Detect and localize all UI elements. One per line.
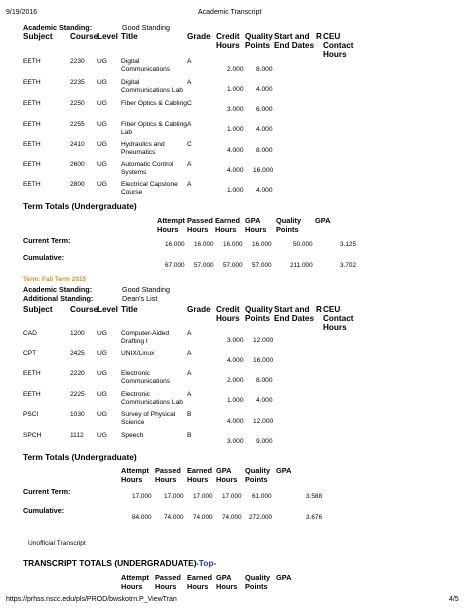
row-level: UG (97, 432, 107, 439)
row-quality: 16.000 (253, 357, 274, 364)
cumulative-attempt: 67.000 (165, 262, 185, 269)
row-quality: 8.000 (256, 377, 273, 384)
col-grade: Grade (187, 32, 211, 41)
row-quality: 16.000 (253, 167, 274, 174)
col-quality-points: Quality Points (245, 305, 273, 323)
col-passed-hours: Passed Hours (155, 466, 181, 484)
row-subject: EETH (23, 161, 41, 168)
current-earned: 16.000 (223, 241, 243, 248)
academic-standing-value: Good Standing (122, 285, 170, 294)
row-course: 2220 (70, 370, 85, 377)
row-grade: A (187, 121, 192, 128)
col-quality-points: Quality Points (276, 216, 302, 234)
row-title: Electronic Communications (121, 370, 171, 385)
current-term-label: Current Term: (23, 236, 71, 245)
row-title: Electrical Capstone Course (121, 181, 178, 196)
row-grade: A (187, 391, 192, 398)
row-quality: 6.000 (256, 106, 273, 113)
col-passed-hours: Passed Hours (155, 573, 181, 591)
col-title: Title (121, 305, 138, 314)
page-url: https://prhss.nscc.edu/pls/PROD/bwskotrn.P_ViewTran (6, 596, 177, 603)
row-credit: 4.000 (227, 418, 244, 425)
row-level: UG (97, 100, 107, 107)
row-credit: 2.000 (227, 66, 244, 73)
current-gpa-hours: 17.000 (222, 493, 242, 500)
col-grade: Grade (187, 305, 211, 314)
cumulative-passed: 57.000 (194, 262, 214, 269)
cumulative-label: Cumulative: (23, 253, 65, 262)
term-name: Term: Fall Term 2015 (23, 276, 86, 283)
row-course: 2255 (70, 121, 85, 128)
col-gpa-hours: GPA Hours (216, 466, 238, 484)
row-subject: SPCH (23, 432, 42, 439)
transcript-totals-title: TRANSCRIPT TOTALS (UNDERGRADUATE) (23, 558, 197, 568)
row-title: Automatic Control Systems (121, 161, 174, 176)
col-passed-hours: Passed Hours (187, 216, 213, 234)
row-title: Digital Communications Lab (121, 79, 183, 94)
row-course: 2230 (70, 58, 85, 65)
row-level: UG (97, 79, 107, 86)
col-quality-points: Quality Points (245, 32, 273, 50)
current-gpa: 3.125 (340, 241, 356, 248)
term-totals-title: Term Totals (Undergraduate) (23, 452, 137, 462)
col-gpa: GPA (276, 466, 292, 475)
current-passed: 17.000 (164, 493, 184, 500)
row-title: UNIX/Linux (121, 350, 155, 357)
academic-standing-label: Academic Standing: (23, 23, 93, 32)
col-gpa: GPA (315, 216, 331, 225)
row-title: Hydraulics and Pneumatics (121, 141, 165, 156)
cumulative-earned: 74.000 (193, 514, 213, 521)
row-quality: 4.000 (256, 126, 273, 133)
cumulative-label: Cumulative: (23, 506, 65, 515)
row-quality: 4.000 (256, 397, 273, 404)
row-credit: 4.000 (227, 357, 244, 364)
col-subject: Subject (23, 32, 53, 41)
academic-standing-value: Good Standing (122, 23, 170, 32)
current-gpa: 3.588 (306, 493, 322, 500)
row-level: UG (97, 350, 107, 357)
row-course: 2235 (70, 79, 85, 86)
col-subject: Subject (23, 305, 53, 314)
row-course: 1112 (70, 432, 84, 439)
row-grade: A (187, 370, 192, 377)
row-quality: 12.000 (253, 418, 274, 425)
row-course: 1200 (70, 330, 85, 337)
row-grade: B (187, 411, 192, 418)
row-title: Digital Communications (121, 58, 171, 73)
additional-standing-label: Additional Standing: (23, 294, 94, 303)
row-subject: PSCI (23, 411, 39, 418)
row-subject: EETH (23, 391, 41, 398)
col-gpa: GPA (276, 573, 292, 582)
row-title: Survey of Physical Science (121, 411, 176, 426)
col-start-end-dates: Start and End Dates (274, 32, 315, 50)
col-ceu-contact-hours: CEU Contact Hours (323, 32, 354, 59)
row-quality: 8.000 (256, 66, 273, 73)
row-grade: A (187, 330, 192, 337)
row-credit: 1.000 (227, 126, 244, 133)
row-course: 2225 (70, 391, 85, 398)
row-title: Electronic Communications Lab (121, 391, 183, 406)
col-start-end-dates: Start and End Dates (274, 305, 315, 323)
row-credit: 3.000 (227, 106, 244, 113)
row-quality: 12.000 (253, 337, 274, 344)
row-course: 2250 (70, 100, 85, 107)
row-course: 1030 (70, 411, 85, 418)
row-course: 2800 (70, 181, 85, 188)
cumulative-passed: 74.000 (164, 514, 184, 521)
page-title: Academic Transcript (198, 9, 262, 16)
row-credit: 4.000 (227, 167, 244, 174)
col-gpa-hours: GPA Hours (216, 573, 238, 591)
current-quality: 50.000 (293, 241, 313, 248)
row-title: Speech (121, 432, 144, 439)
current-term-label: Current Term: (23, 487, 71, 496)
current-earned: 17.000 (193, 493, 213, 500)
row-credit: 1.000 (227, 187, 244, 194)
col-gpa-hours: GPA Hours (245, 216, 267, 234)
row-subject: EETH (23, 79, 41, 86)
row-subject: CPT (23, 350, 37, 357)
row-credit: 4.000 (227, 147, 244, 154)
col-attempt-hours: Attempt Hours (121, 466, 149, 484)
row-level: UG (97, 58, 107, 65)
row-subject: EETH (23, 58, 41, 65)
col-attempt-hours: Attempt Hours (121, 573, 149, 591)
row-grade: A (187, 350, 192, 357)
row-grade: A (187, 161, 192, 168)
col-course: Course (70, 305, 99, 314)
row-subject: EETH (23, 100, 41, 107)
row-level: UG (97, 121, 107, 128)
current-attempt: 17.000 (132, 493, 152, 500)
col-ceu-contact-hours: CEU Contact Hours (323, 305, 354, 332)
row-credit: 3.000 (227, 337, 244, 344)
unofficial-transcript-label: Unofficial Transcript (28, 540, 86, 547)
row-quality: 4.000 (256, 86, 273, 93)
row-grade: B (187, 432, 192, 439)
row-title: Computer-Aided Drafting I (121, 330, 170, 345)
cumulative-attempt: 84.000 (132, 514, 152, 521)
cumulative-gpa: 3.702 (340, 262, 356, 269)
col-credit-hours: Credit Hours (216, 305, 240, 323)
col-level: Level (97, 305, 118, 314)
row-course: 2410 (70, 141, 85, 148)
cumulative-gpa: 3.676 (306, 514, 322, 521)
col-earned-hours: Earned Hours (187, 466, 213, 484)
row-quality: 8.000 (256, 147, 273, 154)
row-credit: 1.000 (227, 86, 244, 93)
col-title: Title (121, 32, 138, 41)
row-grade: C (187, 100, 192, 107)
top-link[interactable]: -Top- (196, 558, 217, 568)
print-date: 9/19/2016 (6, 9, 38, 16)
row-grade: A (187, 58, 192, 65)
row-level: UG (97, 411, 107, 418)
col-earned-hours: Earned Hours (187, 573, 213, 591)
col-r: R (316, 32, 322, 41)
row-title: Fiber Optics & Cabling Lab (121, 121, 187, 136)
row-subject: CAD (23, 330, 37, 337)
row-credit: 3.000 (227, 438, 244, 445)
col-quality-points: Quality Points (245, 573, 271, 591)
current-attempt: 16.000 (165, 241, 185, 248)
col-attempt-hours: Attempt Hours (157, 216, 185, 234)
row-quality: 4.000 (256, 187, 273, 194)
col-level: Level (97, 32, 118, 41)
current-quality: 61.000 (252, 493, 272, 500)
additional-standing-value: Dean's List (122, 294, 158, 303)
row-level: UG (97, 141, 107, 148)
row-level: UG (97, 161, 107, 168)
row-level: UG (97, 370, 107, 377)
col-earned-hours: Earned Hours (215, 216, 241, 234)
row-level: UG (97, 330, 107, 337)
col-credit-hours: Credit Hours (216, 32, 240, 50)
row-credit: 1.000 (227, 397, 244, 404)
page-number: 4/5 (449, 596, 459, 603)
row-level: UG (97, 181, 107, 188)
row-title: Fiber Optics & Cabling (121, 100, 187, 107)
current-gpa-hours: 16.000 (252, 241, 272, 248)
col-quality-points: Quality Points (245, 466, 271, 484)
row-level: UG (97, 391, 107, 398)
row-subject: EETH (23, 181, 41, 188)
col-r: R (316, 305, 322, 314)
cumulative-gpa-hours: 74.000 (222, 514, 242, 521)
row-grade: A (187, 181, 192, 188)
current-passed: 16.000 (194, 241, 214, 248)
row-course: 2600 (70, 161, 85, 168)
row-quality: 9.000 (256, 438, 273, 445)
row-subject: EETH (23, 370, 41, 377)
cumulative-quality: 272.000 (249, 514, 273, 521)
term-totals-title: Term Totals (Undergraduate) (23, 201, 137, 211)
row-grade: A (187, 79, 192, 86)
cumulative-earned: 57.000 (223, 262, 243, 269)
academic-standing-label: Academic Standing: (23, 285, 93, 294)
row-grade: C (187, 141, 192, 148)
row-subject: EETH (23, 141, 41, 148)
cumulative-quality: 211.000 (290, 262, 313, 269)
cumulative-gpa-hours: 57.000 (252, 262, 272, 269)
col-course: Course (70, 32, 99, 41)
row-subject: EETH (23, 121, 41, 128)
row-credit: 2.000 (227, 377, 244, 384)
row-course: 2425 (70, 350, 85, 357)
